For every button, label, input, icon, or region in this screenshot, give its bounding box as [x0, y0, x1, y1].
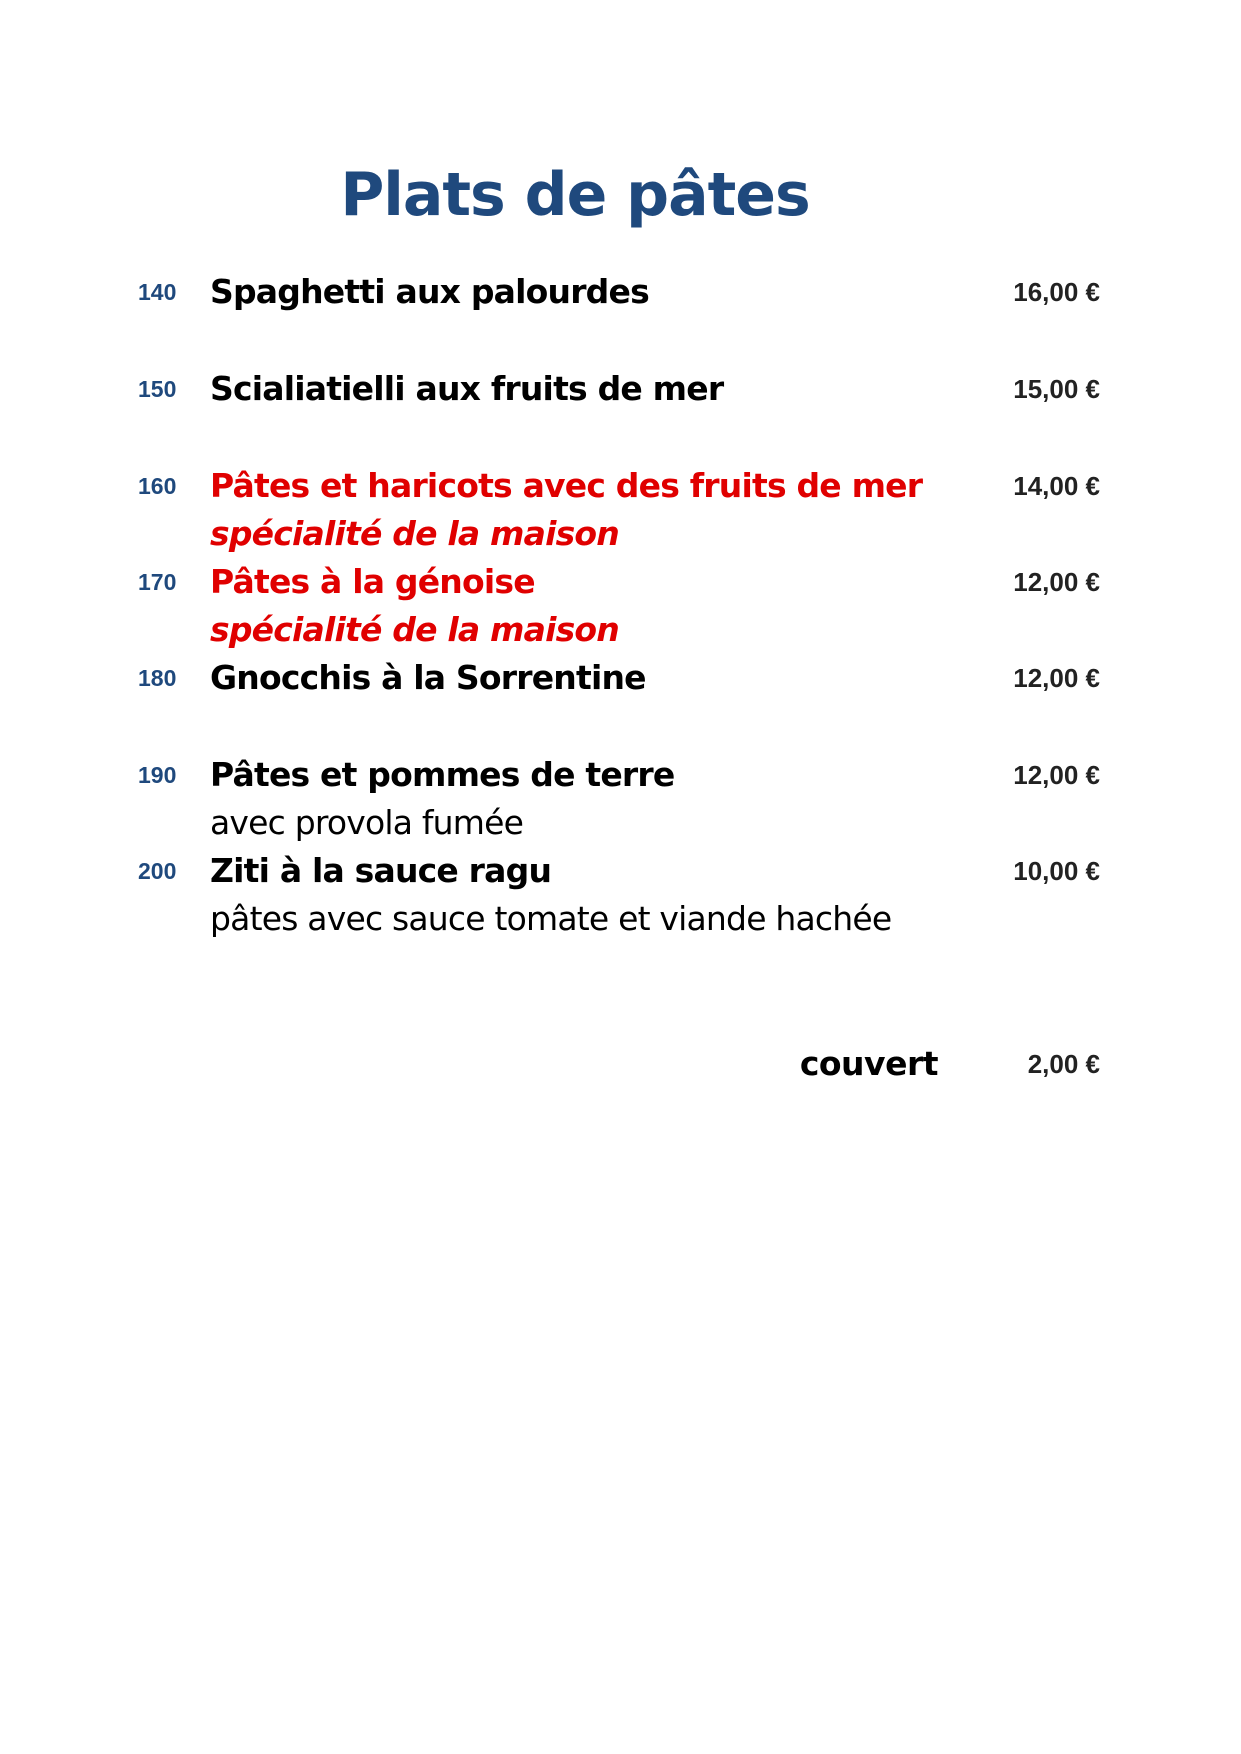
couvert-price: 2,00 €	[1027, 1049, 1100, 1079]
item-name: Pâtes à la génoise	[210, 562, 535, 601]
couvert-label: couvert	[799, 1044, 938, 1083]
menu-item-description-row	[0, 796, 1241, 850]
menu-item	[0, 651, 1241, 705]
item-description: avec provola fumée	[210, 803, 524, 842]
item-name: Pâtes et pommes de terre	[210, 755, 675, 794]
item-number: 160	[138, 473, 177, 499]
page-title: Plats de pâtes	[340, 160, 810, 230]
item-price: 12,00 €	[1013, 760, 1100, 790]
menu-item-note-row	[0, 603, 1241, 657]
menu-item	[0, 362, 1241, 416]
menu-item	[0, 555, 1241, 609]
item-price: 12,00 €	[1013, 663, 1100, 693]
menu-item-description-row	[0, 892, 1241, 946]
menu-item	[0, 748, 1241, 802]
item-name: Pâtes et haricots avec des fruits de mer	[210, 466, 923, 505]
item-price: 10,00 €	[1013, 856, 1100, 886]
house-specialty-note: spécialité de la maison	[210, 610, 619, 649]
item-price: 15,00 €	[1013, 374, 1100, 404]
item-number: 180	[138, 665, 177, 691]
item-number: 190	[138, 762, 177, 788]
item-number: 150	[138, 376, 177, 402]
item-number: 200	[138, 858, 177, 884]
house-specialty-note: spécialité de la maison	[210, 514, 619, 553]
item-price: 16,00 €	[1013, 277, 1100, 307]
item-name: Gnocchis à la Sorrentine	[210, 658, 646, 697]
item-number: 140	[138, 279, 177, 305]
item-price: 12,00 €	[1013, 567, 1100, 597]
menu-item	[0, 265, 1241, 319]
couvert-row	[0, 1037, 1241, 1091]
menu-item-note-row	[0, 507, 1241, 561]
item-name: Ziti à la sauce ragu	[210, 851, 552, 890]
menu-item	[0, 844, 1241, 898]
menu-item	[0, 459, 1241, 513]
item-number: 170	[138, 569, 177, 595]
item-name: Scialiatielli aux fruits de mer	[210, 369, 724, 408]
item-price: 14,00 €	[1013, 471, 1100, 501]
item-description: pâtes avec sauce tomate et viande hachée	[210, 899, 892, 938]
item-name: Spaghetti aux palourdes	[210, 272, 649, 311]
